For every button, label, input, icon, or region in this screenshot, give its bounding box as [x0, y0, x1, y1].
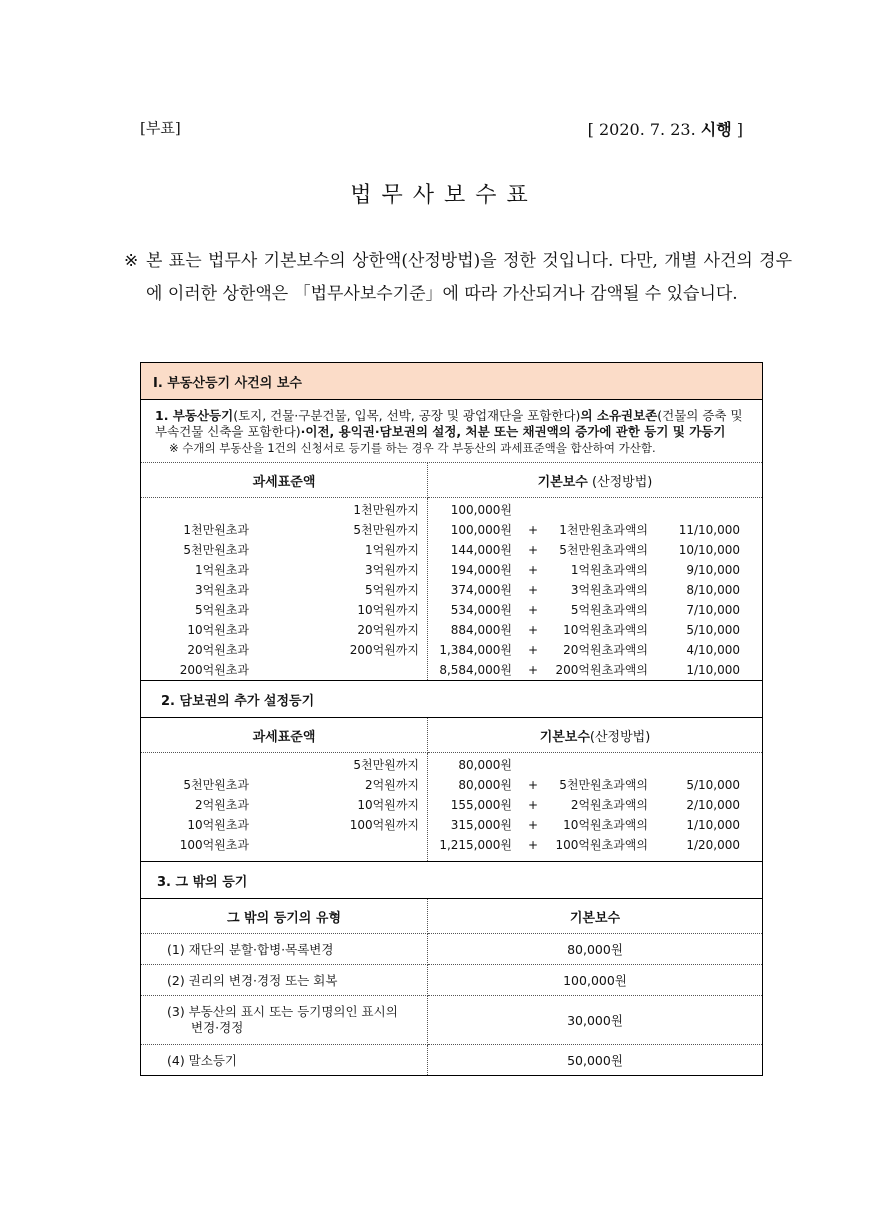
fee-excess: 10억원초과액의	[563, 818, 648, 832]
fee-row	[428, 520, 762, 540]
fee-excess: 2억원초과액의	[570, 798, 648, 812]
fee-plus: +	[527, 523, 539, 537]
fee-ratio: 5/10,000	[686, 778, 740, 792]
section1-fees	[428, 498, 763, 681]
section1-col-right	[428, 463, 763, 498]
etc-amount-4: 50,000원	[567, 1053, 623, 1068]
band-to: 5천만원까지	[353, 523, 419, 537]
band-from: 1천만원초과	[183, 523, 249, 537]
band-from: 5억원초과	[194, 603, 249, 617]
band-from: 100억원초과	[179, 838, 249, 852]
fee-base: 100,000원	[450, 503, 512, 517]
etc-type-4: (4) 말소등기	[141, 1045, 428, 1076]
etc-type-2: (2) 권리의 변경·경정 또는 회복	[141, 965, 428, 996]
page-title: 법무사보수표	[350, 183, 538, 208]
section1-col-right-plain: (산정방법)	[587, 474, 653, 490]
fee-excess	[554, 755, 648, 775]
band-row	[141, 580, 427, 600]
fee-excess: 3억원초과액의	[570, 583, 648, 597]
fee-plus: +	[527, 603, 539, 617]
fee-excess: 5천만원초과액의	[559, 543, 648, 557]
band-to: 2억원까지	[364, 778, 419, 792]
fee-ratio: 11/10,000	[678, 523, 740, 537]
band-row	[141, 775, 427, 795]
band-to: 1억원까지	[364, 543, 419, 557]
fee-excess: 1억원초과액의	[570, 563, 648, 577]
desc-note: ※ 수개의 부동산을 1건의 신청서로 등기를 하는 경우 각 부동산의 과세표준액을 합산하여 가산함.	[169, 441, 656, 455]
etc-amount-1: 80,000원	[428, 934, 763, 965]
fee-base: 534,000원	[450, 603, 512, 617]
effective-date-text: [ 2020. 7. 23.	[587, 120, 701, 139]
fee-ratio: 8/10,000	[686, 583, 740, 597]
band-to	[249, 660, 427, 680]
effective-label: 시행	[700, 120, 732, 139]
fee-ratio: 7/10,000	[686, 603, 740, 617]
fee-ratio: 4/10,000	[686, 643, 740, 657]
fee-excess: 1천만원초과액의	[559, 523, 648, 537]
fee-base: 144,000원	[450, 543, 512, 557]
fee-row	[428, 815, 762, 835]
fee-excess: 10억원초과액의	[563, 623, 648, 637]
fee-plus: +	[527, 818, 539, 832]
section3-title: 3. 그 밖의 등기	[141, 862, 763, 899]
fee-base: 8,584,000원	[439, 663, 512, 677]
section2-col-left: 과세표준액	[141, 718, 428, 753]
section3-col-left: 그 밖의 등기의 유형	[141, 899, 428, 934]
band-row	[141, 520, 427, 540]
band-row	[141, 795, 427, 815]
section2-col-right-plain: (산정방법)	[589, 729, 651, 745]
section2-col-right-bold: 기본보수	[539, 729, 590, 745]
band-to: 3억원까지	[364, 563, 419, 577]
fee-base: 1,384,000원	[439, 643, 512, 657]
fee-excess: 5천만원초과액의	[559, 778, 648, 792]
fee-plus: +	[527, 543, 539, 557]
fee-ratio	[648, 500, 740, 520]
fee-plus: +	[527, 623, 539, 637]
section1-bands	[141, 498, 428, 681]
fee-ratio: 1/20,000	[686, 838, 740, 852]
section2-fees	[428, 753, 763, 862]
fee-row	[428, 755, 762, 775]
fee-ratio: 9/10,000	[686, 563, 740, 577]
etc-type-1: (1) 재단의 분할·합병·목록변경	[141, 934, 428, 965]
band-to: 100억원까지	[349, 818, 419, 832]
fee-plus: +	[527, 663, 539, 677]
fee-excess	[554, 500, 648, 520]
band-to: 1천만원까지	[353, 503, 419, 517]
fee-ratio: 2/10,000	[686, 798, 740, 812]
band-to: 10억원까지	[357, 603, 419, 617]
fee-plus: +	[527, 778, 539, 792]
effective-date	[588, 117, 743, 140]
section2-title: 2. 담보권의 추가 설정등기	[141, 681, 763, 718]
fee-excess: 100억원초과액의	[555, 838, 648, 852]
fee-row	[428, 775, 762, 795]
fee-base: 80,000원	[458, 778, 512, 792]
band-row	[141, 620, 427, 640]
etc-amount-3: 30,000원	[428, 996, 763, 1045]
fee-row	[428, 500, 762, 520]
band-from: 200억원초과	[179, 663, 249, 677]
band-to: 20억원까지	[357, 623, 419, 637]
band-to	[249, 835, 427, 855]
fee-row	[428, 835, 762, 855]
band-row	[141, 815, 427, 835]
section2-col-right	[428, 718, 763, 753]
fee-ratio: 1/10,000	[686, 663, 740, 677]
etc-amount-2: 100,000원	[428, 965, 763, 996]
fee-base: 100,000원	[450, 523, 512, 537]
band-from: 2억원초과	[194, 798, 249, 812]
desc-p5: ·이전, 용익권·담보권의 설정, 처분 또는 채권액의 증가에 관한 등기 및 가등기	[300, 424, 726, 439]
band-to: 200억원까지	[349, 643, 419, 657]
etc-type-3	[141, 996, 428, 1045]
fee-row	[428, 795, 762, 815]
fee-row	[428, 580, 762, 600]
band-from: 10억원초과	[187, 623, 249, 637]
fee-plus: +	[527, 563, 539, 577]
band-row	[141, 660, 427, 680]
band-row	[141, 540, 427, 560]
band-to: 5천만원까지	[353, 758, 419, 772]
band-row	[141, 600, 427, 620]
fee-plus: +	[527, 798, 539, 812]
fee-base: 155,000원	[450, 798, 512, 812]
band-from: 10억원초과	[187, 818, 249, 832]
fee-row	[428, 620, 762, 640]
notice-text: 본 표는 법무사 기본보수의 상한액(산정방법)을 정한 것입니다. 다만, 개별 사건의 경우에 이러한 상한액은 「법무사보수기준」에 따라 가산되거나 감액될 수 있습니다.	[146, 251, 792, 304]
band-to: 10억원까지	[357, 798, 419, 812]
etc-type-3-line2: 변경·경정	[191, 1020, 244, 1035]
fee-plus	[512, 755, 554, 775]
notice	[124, 245, 792, 311]
fee-row	[428, 640, 762, 660]
fee-plus: +	[527, 838, 539, 852]
band-from	[141, 500, 249, 520]
fee-plus: +	[527, 643, 539, 657]
fee-base: 315,000원	[450, 818, 512, 832]
fee-row	[428, 600, 762, 620]
fee-excess: 20억원초과액의	[563, 643, 648, 657]
fee-plus: +	[527, 583, 539, 597]
desc-p2: (토지, 건물·구분건물, 입목, 선박, 공장 및 광업재단을 포함한다)	[233, 408, 581, 423]
notice-mark: ※	[124, 251, 139, 271]
fee-row	[428, 660, 762, 680]
fee-row	[428, 540, 762, 560]
fee-base: 194,000원	[450, 563, 512, 577]
fee-row	[428, 560, 762, 580]
fee-excess: 5억원초과액의	[570, 603, 648, 617]
fee-excess: 200억원초과액의	[555, 663, 648, 677]
section1-description	[141, 400, 763, 463]
fee-ratio: 1/10,000	[686, 818, 740, 832]
fee-base: 80,000원	[458, 758, 512, 772]
fee-base: 374,000원	[450, 583, 512, 597]
band-from: 1억원초과	[194, 563, 249, 577]
section3-col-right: 기본보수	[428, 899, 763, 934]
band-from	[141, 755, 249, 775]
band-row	[141, 755, 427, 775]
section1-title: Ⅰ. 부동산등기 사건의 보수	[141, 363, 763, 400]
band-row	[141, 500, 427, 520]
desc-p4: (건물의 증축 및 부속건물 신축을 포함한다)	[155, 408, 743, 439]
attachment-label: [부표]	[140, 119, 181, 137]
fee-base: 884,000원	[450, 623, 512, 637]
section1-col-left: 과세표준액	[141, 463, 428, 498]
band-row	[141, 560, 427, 580]
band-from: 5천만원초과	[183, 778, 249, 792]
band-from: 20억원초과	[187, 643, 249, 657]
band-from: 5천만원초과	[183, 543, 249, 557]
desc-p3: 의 소유권보존	[580, 408, 658, 423]
fee-ratio	[648, 755, 740, 775]
band-from: 3억원초과	[194, 583, 249, 597]
band-row	[141, 835, 427, 855]
band-to: 5억원까지	[364, 583, 419, 597]
effective-close: ]	[731, 120, 743, 139]
fee-ratio: 5/10,000	[686, 623, 740, 637]
fee-table	[140, 362, 763, 1076]
fee-plus	[512, 500, 554, 520]
section2-bands	[141, 753, 428, 862]
fee-base: 1,215,000원	[439, 838, 512, 852]
section1-col-right-bold: 기본보수	[537, 474, 588, 490]
band-row	[141, 640, 427, 660]
fee-ratio: 10/10,000	[678, 543, 740, 557]
desc-p1: 1. 부동산등기	[155, 408, 234, 423]
etc-type-3-line1: (3) 부동산의 표시 또는 등기명의인 표시의	[167, 1004, 398, 1019]
